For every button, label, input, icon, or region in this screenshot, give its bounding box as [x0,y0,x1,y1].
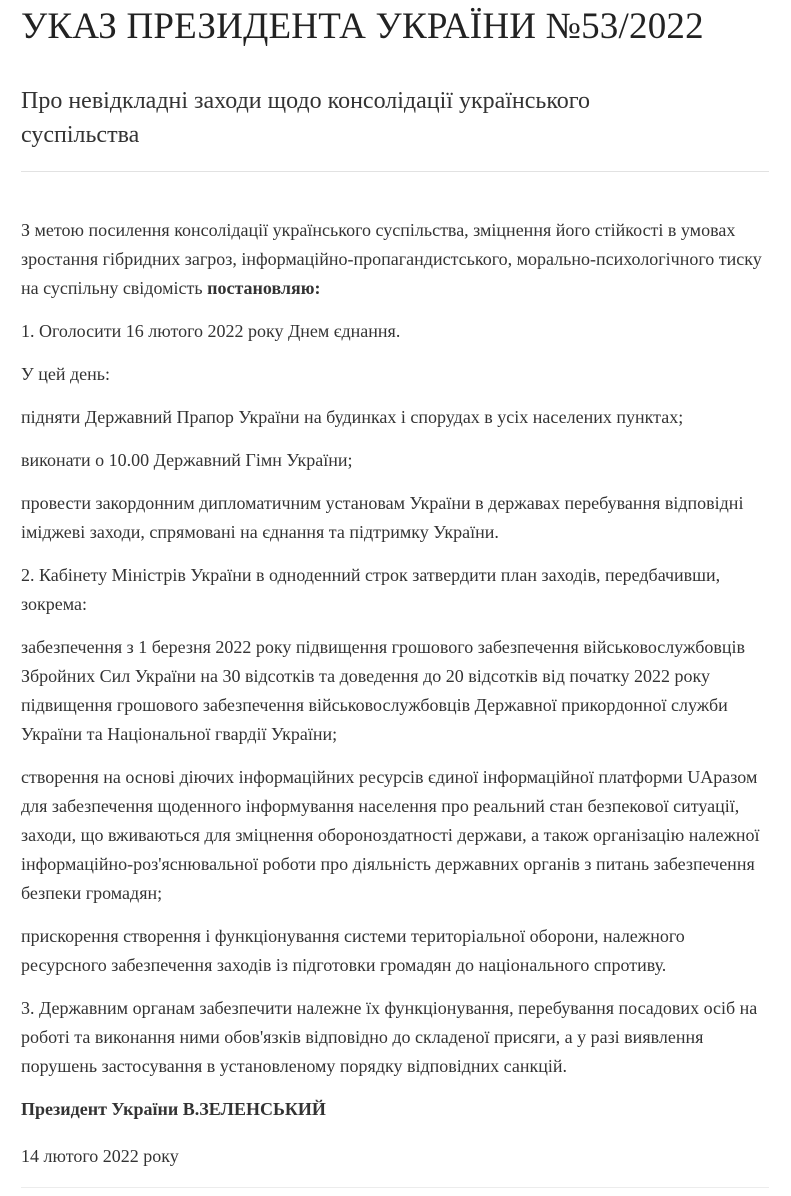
paragraph-7: забезпечення з 1 березня 2022 року підвищення грошового забезпечення військовослужбовців Збройних Сил України на 30 відсотків та доведення до 20 відсотків від початку 2022 року підвищення грошового забезпечення військовослужбовців Державної прикордонної служби України та Національної гвардії України; [21,637,746,745]
document-subtitle: Про невідкладні заходи щодо консолідації українського суспільства [21,88,591,149]
paragraph-5: провести закордонним дипломатичним установам України в державах перебування відповідні іміджеві заходи, спрямовані на єднання та підтримку України. [21,493,744,543]
bottom-divider [21,1187,769,1188]
document-date: 14 лютого 2022 року [21,1146,179,1167]
intro-text: З метою посилення консолідації українського суспільства, зміцнення його стійкості в умовах зростання гібридних загроз, інформаційно-пропагандистського, морально-психологічного тиску на суспільну свідомість [21,220,762,299]
paragraph-8: створення на основі діючих інформаційних ресурсів єдиної інформаційної платформи UAразом для забезпечення щоденного інформування населення про реальний стан безпекової ситуації, заходи, що вживаються для зміцнення обороноздатності держави, а також організацію належної інформаційно-роз'яснювальної роботи про діяльність державних органів з питань забезпечення безпеки громадян; [21,767,760,904]
paragraph-9: прискорення створення і функціонування системи територіальної оборони, належного ресурсного забезпечення заходів із підготовки громадян до національного спротиву. [21,926,685,976]
paragraph-2: У цей день: [21,364,110,385]
paragraph-1: 1. Оголосити 16 лютого 2022 року Днем єднання. [21,321,401,342]
paragraph-4: виконати о 10.00 Державний Гімн України; [21,450,353,471]
intro-bold-text: постановляю: [207,278,321,299]
divider [21,171,769,172]
paragraph-6: 2. Кабінету Міністрів України в одноденний строк затвердити план заходів, передбачивши, зокрема: [21,565,721,615]
page-title: УКАЗ ПРЕЗИДЕНТА УКРАЇНИ №53/2022 [21,6,704,47]
signature: Президент України В.ЗЕЛЕНСЬКИЙ [21,1099,326,1120]
intro-paragraph [21,216,769,303]
paragraph-10: 3. Державним органам забезпечити належне їх функціонування, перебування посадових осіб на роботі та виконання ними обов'язків відповідно до складеної присяги, а у разі виявлення порушень застосування в установленому порядку відповідних санкцій. [21,998,758,1077]
paragraph-3: підняти Державний Прапор України на будинках і спорудах в усіх населених пунктах; [21,407,684,428]
